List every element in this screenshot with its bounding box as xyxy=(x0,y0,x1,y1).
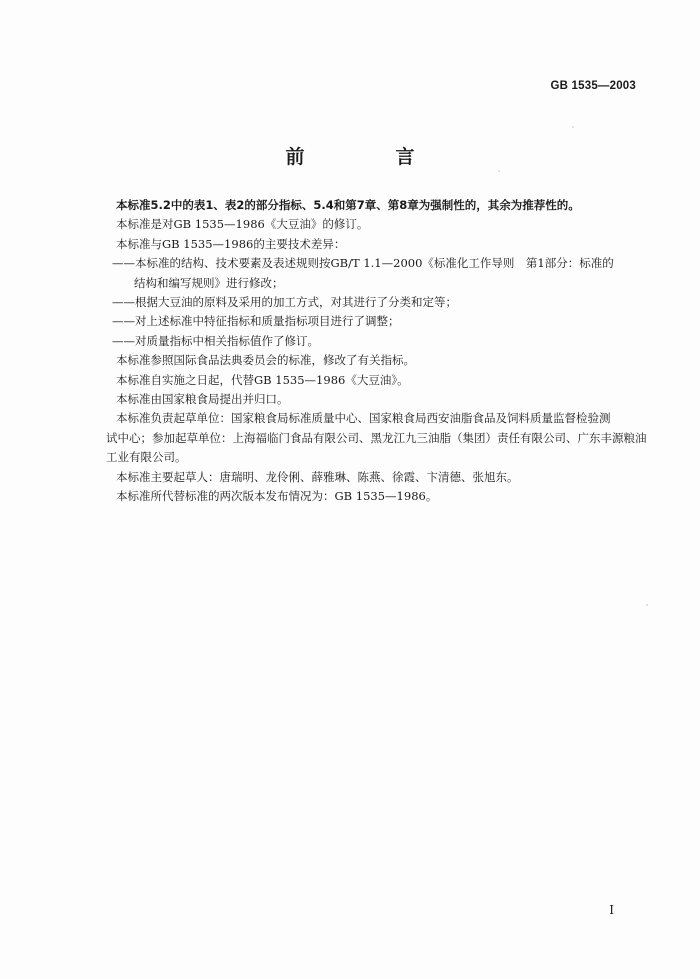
foreword-body xyxy=(106,196,647,507)
paragraph-drafting-units-line2: 试中心；参加起草单位：上海福临门食品有限公司、黑龙江九三油脂（集团）责任有限公司、广东丰源粮油 xyxy=(106,430,647,445)
paragraph-drafting-units-line3: 工业有限公司。 xyxy=(106,450,187,465)
page-title: 前 言 xyxy=(285,146,451,168)
paragraph-drafting-units: 本标准负责起草单位：国家粮食局标准质量中心、国家粮食局西安油脂食品及饲料质量监督检验测 xyxy=(116,411,611,426)
paragraph-drafters: 本标准主要起草人：唐瑞明、龙伶俐、薛雅琳、陈燕、徐霞、卞清德、张旭东。 xyxy=(116,469,519,484)
difference-item-classification: ——根据大豆油的原料及采用的加工方式，对其进行了分类和定等； xyxy=(112,295,457,310)
difference-item-structure: ——本标准的结构、技术要素及表述规则按GB/T 1.1—2000《标准化工作导则 第1部分：标准的 xyxy=(112,256,614,271)
difference-item-structure-continued: 结构和编写规则》进行修改； xyxy=(134,275,284,290)
paragraph-previous-editions: 本标准所代替标准的两次版本发布情况为：GB 1535—1986。 xyxy=(116,489,438,504)
page-number: I xyxy=(609,903,614,917)
paragraph-codex-reference: 本标准参照国际食品法典委员会的标准，修改了有关指标。 xyxy=(116,353,415,368)
difference-item-revision: ——对质量指标中相关指标值作了修订。 xyxy=(112,333,319,348)
paragraph-differences-intro: 本标准与GB 1535—1986的主要技术差异： xyxy=(116,236,346,251)
paragraph-mandatory-clauses: 本标准5.2中的表1、表2的部分指标、5.4和第7章、第8章为强制性的，其余为推荐性的。 xyxy=(116,198,580,212)
standard-code: GB 1535—2003 xyxy=(550,80,636,92)
scan-speck xyxy=(498,170,500,172)
scan-speck xyxy=(572,126,574,128)
paragraph-replaces: 本标准自实施之日起，代替GB 1535—1986《大豆油》。 xyxy=(116,372,409,387)
difference-item-adjustment: ——对上述标准中特征指标和质量指标项目进行了调整； xyxy=(112,314,400,329)
scan-speck xyxy=(646,604,648,606)
paragraph-revision-of: 本标准是对GB 1535—1986《大豆油》的修订。 xyxy=(116,217,369,232)
paragraph-proposed-by: 本标准由国家粮食局提出并归口。 xyxy=(116,392,289,407)
